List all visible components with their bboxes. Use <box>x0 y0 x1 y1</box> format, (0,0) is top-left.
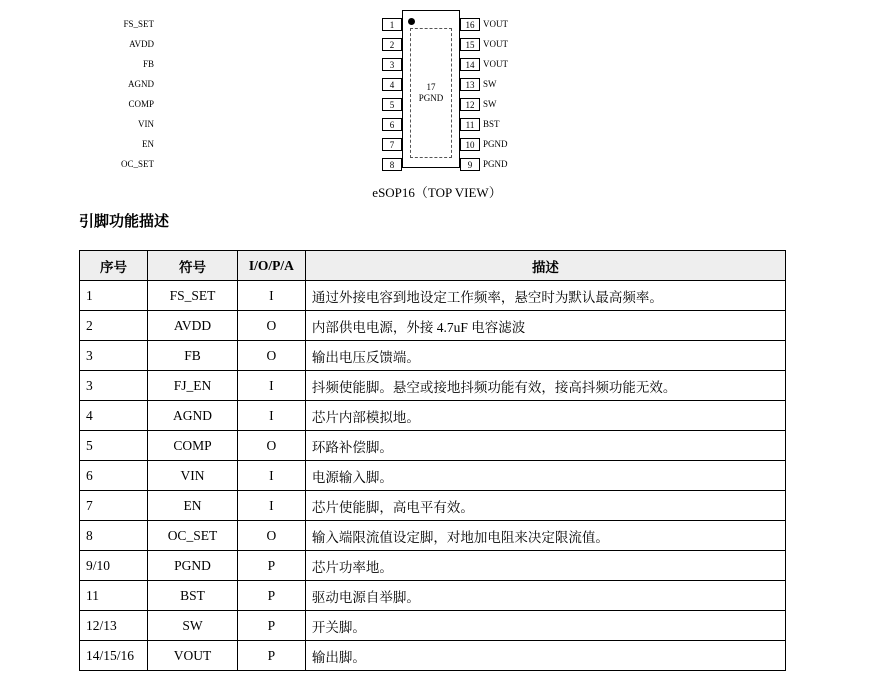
cell-no: 5 <box>80 431 148 461</box>
cell-description: 输出电压反馈端。 <box>305 341 785 371</box>
exposed-pad-name: PGND <box>418 93 444 103</box>
pin-left-2-label: AVDD <box>129 39 154 49</box>
cell-no: 3 <box>80 371 148 401</box>
cell-no: 8 <box>80 521 148 551</box>
cell-symbol: VOUT <box>147 641 237 671</box>
table-row <box>80 521 786 551</box>
cell-description: 驱动电源自举脚。 <box>305 581 785 611</box>
column-header-symbol: 符号 <box>147 251 237 281</box>
cell-symbol: FJ_EN <box>147 371 237 401</box>
pin-right-11-number: 11 <box>460 118 480 131</box>
diagram-caption: eSOP16（TOP VIEW） <box>372 185 502 200</box>
pin-right-13-label: SW <box>483 79 497 89</box>
pin-left-8-number: 8 <box>382 158 402 171</box>
pin-left-8-label: OC_SET <box>120 159 154 169</box>
chip-package <box>120 6 550 174</box>
cell-no: 11 <box>80 581 148 611</box>
pin-right-14-label: VOUT <box>483 59 508 69</box>
cell-description: 内部供电电源，外接 4.7uF 电容滤波 <box>305 311 785 341</box>
cell-symbol: COMP <box>147 431 237 461</box>
cell-symbol: SW <box>147 611 237 641</box>
column-header-no: 序号 <box>80 251 148 281</box>
cell-symbol: FB <box>147 341 237 371</box>
table-row <box>80 611 786 641</box>
table-row <box>80 311 786 341</box>
cell-io: O <box>237 521 305 551</box>
pin-left-5-number: 5 <box>382 98 402 111</box>
pin-left-4-number: 4 <box>382 78 402 91</box>
cell-io: O <box>237 341 305 371</box>
pin-right-15-number: 15 <box>460 38 480 51</box>
table-row <box>80 341 786 371</box>
table-row <box>80 581 786 611</box>
cell-description: 开关脚。 <box>305 611 785 641</box>
cell-no: 3 <box>80 341 148 371</box>
cell-symbol: AVDD <box>147 311 237 341</box>
cell-symbol: OC_SET <box>147 521 237 551</box>
pin-right-14-number: 14 <box>460 58 480 71</box>
cell-io: P <box>237 581 305 611</box>
pin-right-16-label: VOUT <box>483 19 508 29</box>
table-row <box>80 491 786 521</box>
pin-right-9-label: PGND <box>483 159 508 169</box>
cell-io: I <box>237 491 305 521</box>
pinout-diagram <box>0 0 874 200</box>
cell-io: P <box>237 641 305 671</box>
cell-symbol: FS_SET <box>147 281 237 311</box>
page-title: 引脚功能描述 <box>79 213 170 230</box>
cell-description: 抖频使能脚。悬空或接地抖频功能有效，接高抖频功能无效。 <box>305 371 785 401</box>
cell-symbol: BST <box>147 581 237 611</box>
cell-no: 7 <box>80 491 148 521</box>
pin-1-marker-icon <box>408 18 415 25</box>
table-header-row <box>80 251 786 281</box>
pin-left-6-label: VIN <box>138 119 154 129</box>
exposed-pad-label <box>410 82 452 104</box>
table-row <box>80 401 786 431</box>
pin-left-5-label: COMP <box>128 99 154 109</box>
cell-symbol: AGND <box>147 401 237 431</box>
pin-left-7-number: 7 <box>382 138 402 151</box>
column-header-description: 描述 <box>305 251 785 281</box>
column-header-io: I/O/P/A <box>237 251 305 281</box>
cell-no: 1 <box>80 281 148 311</box>
pin-left-7-label: EN <box>142 139 154 149</box>
pin-right-16-number: 16 <box>460 18 480 31</box>
cell-no: 2 <box>80 311 148 341</box>
cell-io: I <box>237 401 305 431</box>
pin-left-6-number: 6 <box>382 118 402 131</box>
cell-description: 芯片功率地。 <box>305 551 785 581</box>
pin-left-1-label: FS_SET <box>123 19 154 29</box>
cell-no: 4 <box>80 401 148 431</box>
cell-no: 12/13 <box>80 611 148 641</box>
cell-io: O <box>237 431 305 461</box>
table-row <box>80 461 786 491</box>
pin-left-2-number: 2 <box>382 38 402 51</box>
exposed-pad-number: 17 <box>426 82 436 92</box>
cell-description: 电源输入脚。 <box>305 461 785 491</box>
cell-io: P <box>237 611 305 641</box>
table-row <box>80 551 786 581</box>
cell-io: I <box>237 371 305 401</box>
cell-description: 通过外接电容到地设定工作频率，悬空时为默认最高频率。 <box>305 281 785 311</box>
table-row <box>80 431 786 461</box>
cell-io: I <box>237 461 305 491</box>
pin-left-3-label: FB <box>142 59 154 69</box>
cell-no: 14/15/16 <box>80 641 148 671</box>
cell-description: 输出脚。 <box>305 641 785 671</box>
pin-function-table <box>79 250 786 671</box>
cell-no: 9/10 <box>80 551 148 581</box>
cell-description: 输入端限流值设定脚，对地加电阻来决定限流值。 <box>305 521 785 551</box>
cell-io: I <box>237 281 305 311</box>
pin-right-10-label: PGND <box>483 139 508 149</box>
cell-description: 环路补偿脚。 <box>305 431 785 461</box>
cell-io: O <box>237 311 305 341</box>
pin-right-15-label: VOUT <box>483 39 508 49</box>
pin-right-10-number: 10 <box>460 138 480 151</box>
pin-right-13-number: 13 <box>460 78 480 91</box>
pin-right-11-label: BST <box>483 119 500 129</box>
pin-right-12-number: 12 <box>460 98 480 111</box>
cell-symbol: PGND <box>147 551 237 581</box>
table-row <box>80 281 786 311</box>
cell-symbol: VIN <box>147 461 237 491</box>
pin-left-3-number: 3 <box>382 58 402 71</box>
cell-io: P <box>237 551 305 581</box>
pin-right-12-label: SW <box>483 99 497 109</box>
cell-description: 芯片内部模拟地。 <box>305 401 785 431</box>
table-row <box>80 641 786 671</box>
cell-no: 6 <box>80 461 148 491</box>
pin-left-4-label: AGND <box>128 79 154 89</box>
cell-description: 芯片使能脚，高电平有效。 <box>305 491 785 521</box>
pin-left-1-number: 1 <box>382 18 402 31</box>
table-row <box>80 371 786 401</box>
cell-symbol: EN <box>147 491 237 521</box>
pin-right-9-number: 9 <box>460 158 480 171</box>
